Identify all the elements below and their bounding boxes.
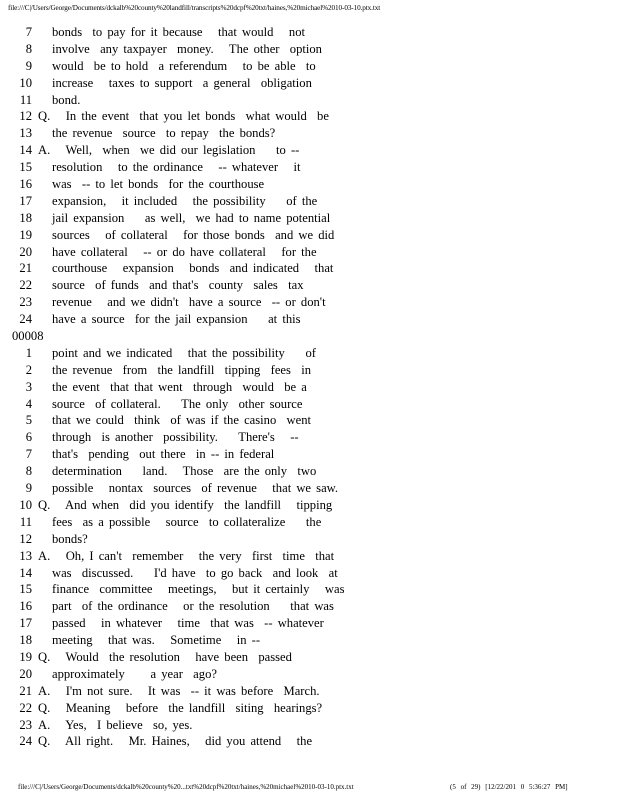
line-text: A. Oh, I can't remember the very first time that (38, 548, 335, 563)
line-text: was discussed. I'd have to go back and look at (52, 565, 338, 580)
line-number: 8 (25, 464, 32, 479)
line-number: 7 (25, 25, 32, 39)
transcript-line (12, 75, 312, 92)
line-text: possible nontax sources of revenue that we saw. (52, 481, 339, 496)
line-number: 15 (19, 160, 32, 175)
line-number: 14 (19, 143, 32, 158)
line-number: 19 (19, 227, 32, 242)
line-text: have a source for the jail expansion at this (52, 312, 301, 327)
line-number: 22 (19, 700, 32, 715)
line-text: A. Well, when we did our legislation to -- (38, 143, 300, 158)
transcript-line (12, 210, 331, 227)
line-text: Q. Would the resolution have been passed (38, 649, 292, 664)
transcript-line (12, 497, 333, 514)
line-text: point and we indicated that the possibility of (52, 345, 316, 360)
line-number: 18 (19, 633, 32, 648)
transcript-line (12, 733, 313, 750)
transcript-line (12, 379, 307, 396)
line-number: 11 (19, 92, 32, 107)
line-number: 3 (25, 379, 32, 394)
line-number: 4 (25, 396, 32, 411)
line-number: 1 (25, 345, 32, 360)
page-marker: 00008 (12, 329, 44, 344)
line-number: 12 (19, 109, 32, 124)
line-text: Q. Meaning before the landfill siting hearings? (38, 700, 323, 715)
transcript-line (12, 480, 339, 497)
line-number: 20 (19, 666, 32, 681)
transcript-line (12, 514, 322, 531)
line-text: Q. In the event that you let bonds what would be (38, 109, 329, 124)
transcript-line (12, 446, 275, 463)
line-text: that's pending out there in -- in federal (52, 447, 275, 462)
transcript-line (12, 41, 322, 58)
transcript-line (12, 193, 318, 210)
line-text: increase taxes to support a general obligation (52, 75, 312, 90)
line-text: have collateral -- or do have collateral for the (52, 244, 317, 259)
line-text: source of collateral. The only other source (52, 396, 303, 411)
line-text: determination land. Those are the only two (52, 464, 317, 479)
line-number: 21 (19, 261, 32, 276)
line-text: Q. All right. Mr. Haines, did you attend the (38, 734, 313, 749)
line-text: bonds? (52, 531, 88, 546)
line-text: through is another possibility. There's -- (52, 430, 299, 445)
line-text: resolution to the ordinance -- whatever it (52, 160, 301, 175)
line-number: 16 (19, 177, 32, 192)
line-number: 10 (19, 497, 32, 512)
line-text: the revenue from the landfill tipping fees in (52, 362, 312, 377)
line-text: source of funds and that's county sales tax (52, 278, 304, 293)
transcript-line (12, 598, 334, 615)
line-number: 9 (25, 481, 32, 496)
line-text: bond. (52, 92, 81, 107)
line-number: 11 (19, 514, 32, 529)
line-text: the event that that went through would be a (52, 379, 307, 394)
line-number: 22 (19, 278, 32, 293)
line-number: 15 (19, 582, 32, 597)
transcript-page-section (12, 345, 345, 750)
line-number: 23 (19, 295, 32, 310)
line-number: 23 (19, 717, 32, 732)
transcript-line (12, 159, 301, 176)
transcript-line (12, 227, 335, 244)
transcript-line (12, 548, 335, 565)
transcript-line (12, 565, 338, 582)
line-text: expansion, it included the possibility of the (52, 193, 318, 208)
line-number: 2 (25, 362, 32, 377)
line-text: that we could think of was if the casino went (52, 413, 312, 428)
line-text: sources of collateral for those bonds and we did (52, 227, 335, 242)
transcript-line (12, 717, 193, 734)
line-text: involve any taxpayer money. The other option (52, 41, 322, 56)
line-text: was -- to let bonds for the courthouse (52, 177, 265, 192)
footer-file-path: file:///C|/Users/George/Documents/dckalb%20county%20...txt%20dcpf%20txt/haines,%20michael%2010-03-10.ptx.txt (18, 783, 354, 791)
line-number: 13 (19, 126, 32, 141)
line-text: jail expansion as well, we had to name potential (52, 210, 331, 225)
line-number: 8 (25, 41, 32, 56)
transcript-line (12, 260, 334, 277)
transcript-line (12, 244, 317, 261)
transcript-line (12, 92, 81, 109)
transcript-line (12, 362, 312, 379)
transcript-line (12, 58, 316, 75)
transcript-line (12, 142, 300, 159)
transcript-line (12, 176, 265, 193)
transcript-line (12, 277, 304, 294)
transcript-line (12, 683, 320, 700)
transcript-line (12, 463, 317, 480)
transcript-line (12, 666, 217, 683)
footer-page-info: (5 of 29) [12/22/201 0 5:36:27 PM] (450, 783, 568, 791)
line-text: Q. And when did you identify the landfill tipping (38, 497, 333, 512)
line-text: A. I'm not sure. It was -- it was before March. (38, 683, 320, 698)
transcript-line (12, 531, 88, 548)
line-number: 19 (19, 649, 32, 664)
transcript-line (12, 700, 323, 717)
line-number: 5 (25, 413, 32, 428)
line-number: 16 (19, 599, 32, 614)
line-number: 7 (25, 447, 32, 462)
line-text: approximately a year ago? (52, 666, 217, 681)
line-text: the revenue source to repay the bonds? (52, 126, 276, 141)
line-number: 20 (19, 244, 32, 259)
line-number: 18 (19, 210, 32, 225)
line-text: A. Yes, I believe so, yes. (38, 717, 193, 732)
transcript-line (12, 108, 329, 125)
line-number: 13 (19, 548, 32, 563)
line-number: 10 (19, 75, 32, 90)
line-number: 6 (25, 430, 32, 445)
transcript-line (12, 396, 303, 413)
line-text: finance committee meetings, but it certainly was (52, 582, 345, 597)
line-text: meeting that was. Sometime in -- (52, 633, 261, 648)
line-number: 21 (19, 683, 32, 698)
line-number: 9 (25, 58, 32, 73)
line-text: part of the ordinance or the resolution that was (52, 599, 334, 614)
transcript-line (12, 615, 324, 632)
transcript-line (12, 294, 326, 311)
transcript-body (12, 24, 345, 750)
transcript-line (12, 581, 345, 598)
transcript-line (12, 311, 301, 328)
line-number: 24 (19, 734, 32, 749)
transcript-line (12, 649, 292, 666)
line-text: would be to hold a referendum to be able to (52, 58, 316, 73)
transcript-page-section (12, 24, 335, 328)
line-text: passed in whatever time that was -- whatever (52, 616, 324, 631)
line-number: 17 (19, 616, 32, 631)
line-number: 17 (19, 193, 32, 208)
line-text: revenue and we didn't have a source -- or don't (52, 295, 326, 310)
line-text: courthouse expansion bonds and indicated that (52, 261, 334, 276)
file-path-header: file:///C|/Users/George/Documents/dckalb%20county%20landfill/transcripts%20dcpf%20txt/haines,%20michael%2010-03-10.ptx.txt (8, 4, 381, 12)
transcript-line (12, 429, 299, 446)
transcript-line (12, 632, 261, 649)
line-number: 14 (19, 565, 32, 580)
transcript-line (12, 412, 312, 429)
transcript-line (12, 24, 305, 41)
line-number: 12 (19, 531, 32, 546)
transcript-line (12, 125, 276, 142)
line-text: bonds to pay for it because that would not (52, 25, 305, 39)
line-text: fees as a possible source to collateralize the (52, 514, 322, 529)
transcript-line (12, 345, 316, 362)
line-number: 24 (19, 312, 32, 327)
